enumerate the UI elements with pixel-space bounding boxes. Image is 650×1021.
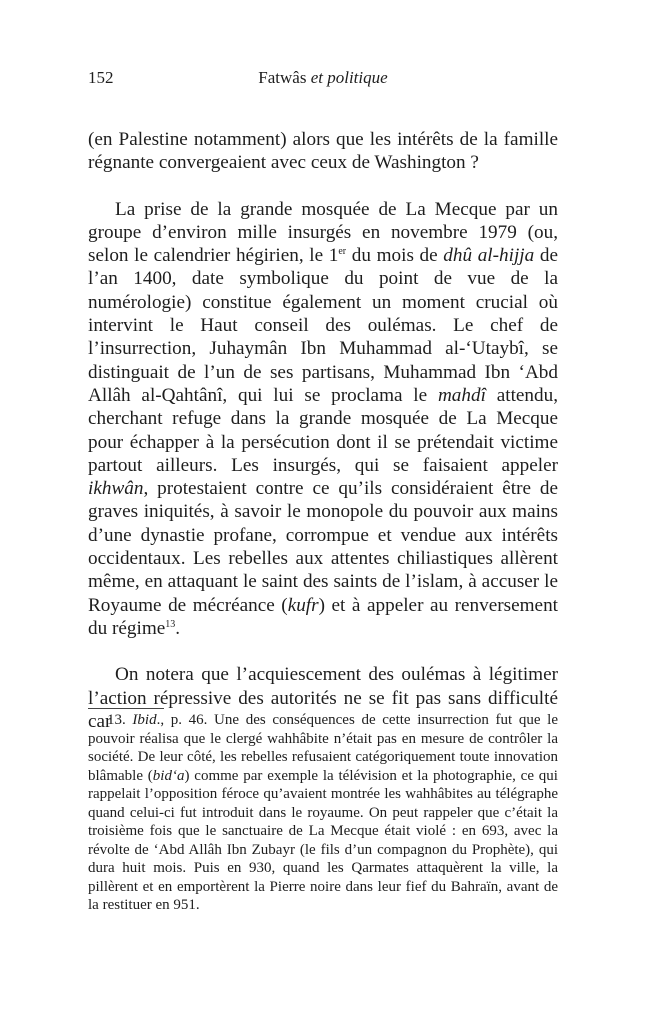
footnote-reference[interactable]: 13 bbox=[165, 618, 176, 630]
p2-text-2: du mois de bbox=[346, 245, 444, 267]
italic-term-dhu-al-hijja: dhû al-hijja bbox=[443, 245, 535, 267]
footnote-text-2: ) comme par exemple la télévision et la photographie, ce qui rappelait l’opposition féroce qu’avaient montrée les wahhâbites au télégraphe quand celui-ci fut introduit dans le royaume. On peut rappeler que c’était la troisième fois que le sanctuaire de La Mecque était violé : en 693, avec la révolte de ‘Abd Allâh Ibn Zubayr (le fils d’un compagnon du Prophète), qui dura huit mois. Puis en 930, quand les Qarmates attaquèrent la ville, la pillèrent et en emportèrent la Pierre noire dans leur fief du Bahraïn, avant de la restituer en 951. bbox=[88, 767, 558, 913]
p2-text-7: . bbox=[175, 617, 181, 639]
p2-text-6: ) et à appeler au renversement du régime bbox=[88, 594, 559, 639]
paragraph-2 bbox=[88, 198, 558, 641]
italic-term-ikhwan: ikhwân bbox=[88, 478, 144, 500]
paragraph-1: (en Palestine notamment) alors que les intérêts de la famille régnante convergeaient avec ceux de Washington ? bbox=[88, 129, 558, 174]
running-head-italic: et politique bbox=[310, 68, 388, 87]
footnote-13 bbox=[88, 711, 558, 915]
footnote-text-1: ., p. 46. Une des conséquences de cette insurrection fut que le pouvoir réalisa que le clergé wahhâbite n’était pas en mesure de contrôler la société. De leur côté, les rebelles refusaient catégoriquement toute innovation blâmable ( bbox=[88, 712, 558, 784]
italic-term-mahdi: mahdî bbox=[437, 384, 486, 406]
p2-text-5: , protestaient contre ce qu’ils considéraient être de graves iniquités, à savoir le monopole du pouvoir aux mains d’une dynastie profane, corrompue et vendue aux intérêts occidentaux. Les rebelles aux attentes chiliastiques allèrent même, en attaquant le saint des saints de l’islam, à accuser le Royaume de mécréance ( bbox=[88, 478, 558, 616]
italic-term-kufr: kufr bbox=[287, 594, 319, 616]
p2-text-4: attendu, cherchant refuge dans la grande mosquée de La Mecque pour échapper à la persécution dont il se prétendait victime partout ailleurs. Les insurgés, qui se faisaient appeler bbox=[88, 384, 558, 476]
footnote-number: 13. bbox=[107, 712, 133, 728]
footnote-separator bbox=[88, 708, 164, 709]
ordinal-superscript: er bbox=[338, 246, 347, 258]
running-head bbox=[88, 66, 558, 90]
body-text bbox=[88, 128, 558, 733]
page-number: 152 bbox=[88, 68, 114, 87]
p2-text-3: de l’an 1400, date symbolique du point de vue de la numérologie) constitue également un moment crucial où intervint le Haut conseil des oulémas. Le chef de l’insurrection, Juhaymân Ibn Muhammad al-‘Utaybî, se distinguait de l’un de ses partisans, Muhammad Ibn ‘Abd Allâh al-Qahtânî, qui lui se proclama le bbox=[88, 245, 558, 406]
paragraph-3: On notera que l’acquiescement des oulémas à légitimer l’action répressive des autorités ne se fit pas sans difficulté car bbox=[88, 664, 558, 732]
footnote-ibid: Ibid bbox=[132, 712, 157, 728]
running-head-roman: Fatwâs bbox=[258, 68, 311, 87]
p2-text-1: La prise de la grande mosquée de La Mecque par un groupe d’environ mille insurgés en novembre 1979 (ou, selon le calendrier hégirien, le 1 bbox=[88, 198, 558, 267]
italic-term-bida: bid‘a bbox=[152, 767, 185, 784]
page-header bbox=[88, 66, 558, 90]
